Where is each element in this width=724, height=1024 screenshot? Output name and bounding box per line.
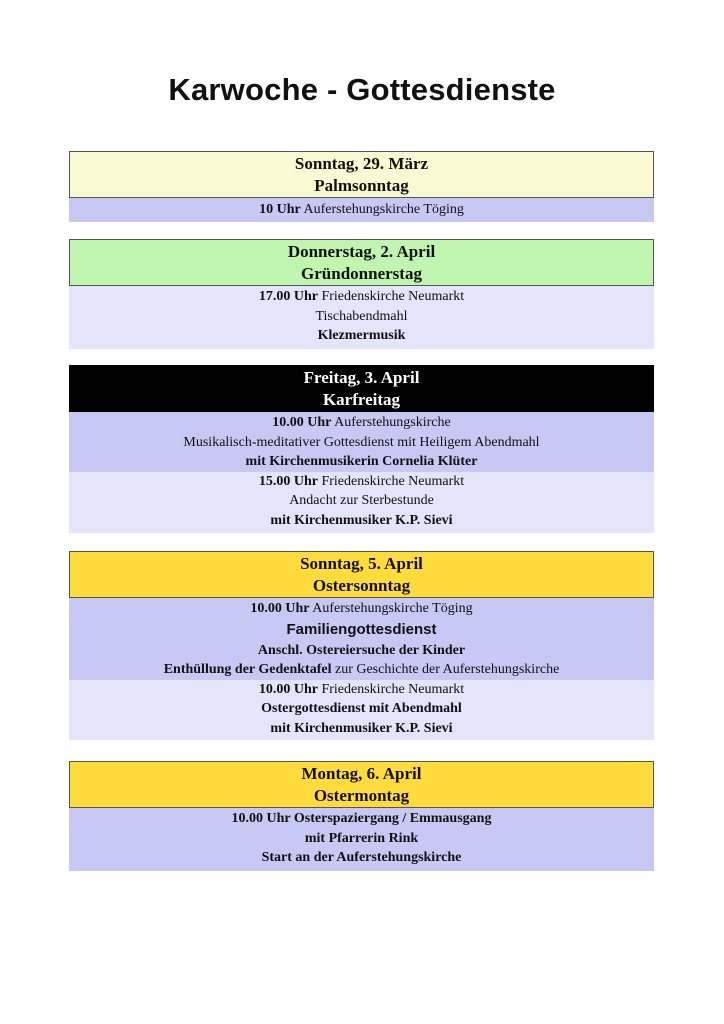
service-description: Anschl. Ostereiersuche der Kinder xyxy=(257,642,466,658)
service-description: Musikalisch-meditativer Gottesdienst mit Heiligem Abendmahl xyxy=(183,434,540,450)
day-name: Palmsonntag xyxy=(314,176,409,195)
service-entry xyxy=(69,286,654,349)
service-music: mit Kirchenmusiker K.P. Sievi xyxy=(270,720,453,736)
day-name: Ostersonntag xyxy=(312,576,411,595)
day-header xyxy=(69,239,654,286)
service-description-rest: zur Geschichte der Auferstehungskirche xyxy=(334,662,560,677)
service-description: Andacht zur Sterbestunde xyxy=(289,493,434,508)
service-description: Ostergottesdienst mit Abendmahl xyxy=(261,701,462,716)
day-name: Gründonnerstag xyxy=(301,264,422,283)
service-highlight: Enthüllung der Gedenktafel xyxy=(163,662,332,677)
day-date: Sonntag, 5. April xyxy=(300,554,423,573)
day-name: Karfreitag xyxy=(322,390,401,409)
service-title: Familiengottesdienst xyxy=(286,620,437,638)
day-block-ostersonntag xyxy=(69,551,654,740)
service-start: Start an der Auferstehungskirche xyxy=(261,850,462,865)
service-place: Auferstehungskirche Töging xyxy=(312,601,473,616)
service-time: 15.00 Uhr xyxy=(258,473,318,489)
service-entry xyxy=(69,198,654,222)
service-music: mit Kirchenmusiker K.P. Sievi xyxy=(270,512,453,528)
service-place: Friedenskirche Neumarkt xyxy=(321,681,465,697)
service-time: 10 Uhr xyxy=(259,202,301,217)
day-date: Donnerstag, 2. April xyxy=(287,242,436,261)
service-entry xyxy=(69,412,654,472)
service-description: Tischabendmahl xyxy=(315,308,408,324)
service-music: mit Kirchenmusikerin Cornelia Klüter xyxy=(245,454,478,469)
service-place: Auferstehungskirche Töging xyxy=(303,202,464,217)
service-time-title: 10.00 Uhr Osterspaziergang / Emmausgang xyxy=(231,811,492,826)
day-date: Montag, 6. April xyxy=(301,764,422,783)
service-entry xyxy=(69,680,654,741)
day-date: Sonntag, 29. März xyxy=(294,154,429,173)
service-time: 10.00 Uhr xyxy=(258,681,318,697)
service-music: Klezmermusik xyxy=(317,328,406,343)
service-time: 10.00 Uhr xyxy=(250,601,310,616)
service-place: Friedenskirche Neumarkt xyxy=(321,473,465,489)
day-block-karfreitag xyxy=(69,365,654,533)
day-name: Ostermontag xyxy=(313,786,410,805)
day-block-gruendonnerstag xyxy=(69,239,654,349)
service-host: mit Pfarrerin Rink xyxy=(304,830,419,846)
day-header xyxy=(69,551,654,598)
service-place: Friedenskirche Neumarkt xyxy=(321,289,465,304)
day-header xyxy=(69,761,654,808)
day-block-palmsonntag xyxy=(69,151,654,222)
day-block-ostermontag xyxy=(69,761,654,871)
day-header xyxy=(69,365,654,412)
service-entry xyxy=(69,598,654,680)
day-header xyxy=(69,151,654,198)
service-place: Auferstehungskirche xyxy=(334,415,451,430)
day-date: Freitag, 3. April xyxy=(303,368,420,387)
service-entry xyxy=(69,472,654,534)
service-entry xyxy=(69,808,654,871)
service-time: 10.00 Uhr xyxy=(272,415,332,430)
page-title: Karwoche - Gottesdienste xyxy=(168,72,556,107)
service-time: 17.00 Uhr xyxy=(258,289,318,304)
